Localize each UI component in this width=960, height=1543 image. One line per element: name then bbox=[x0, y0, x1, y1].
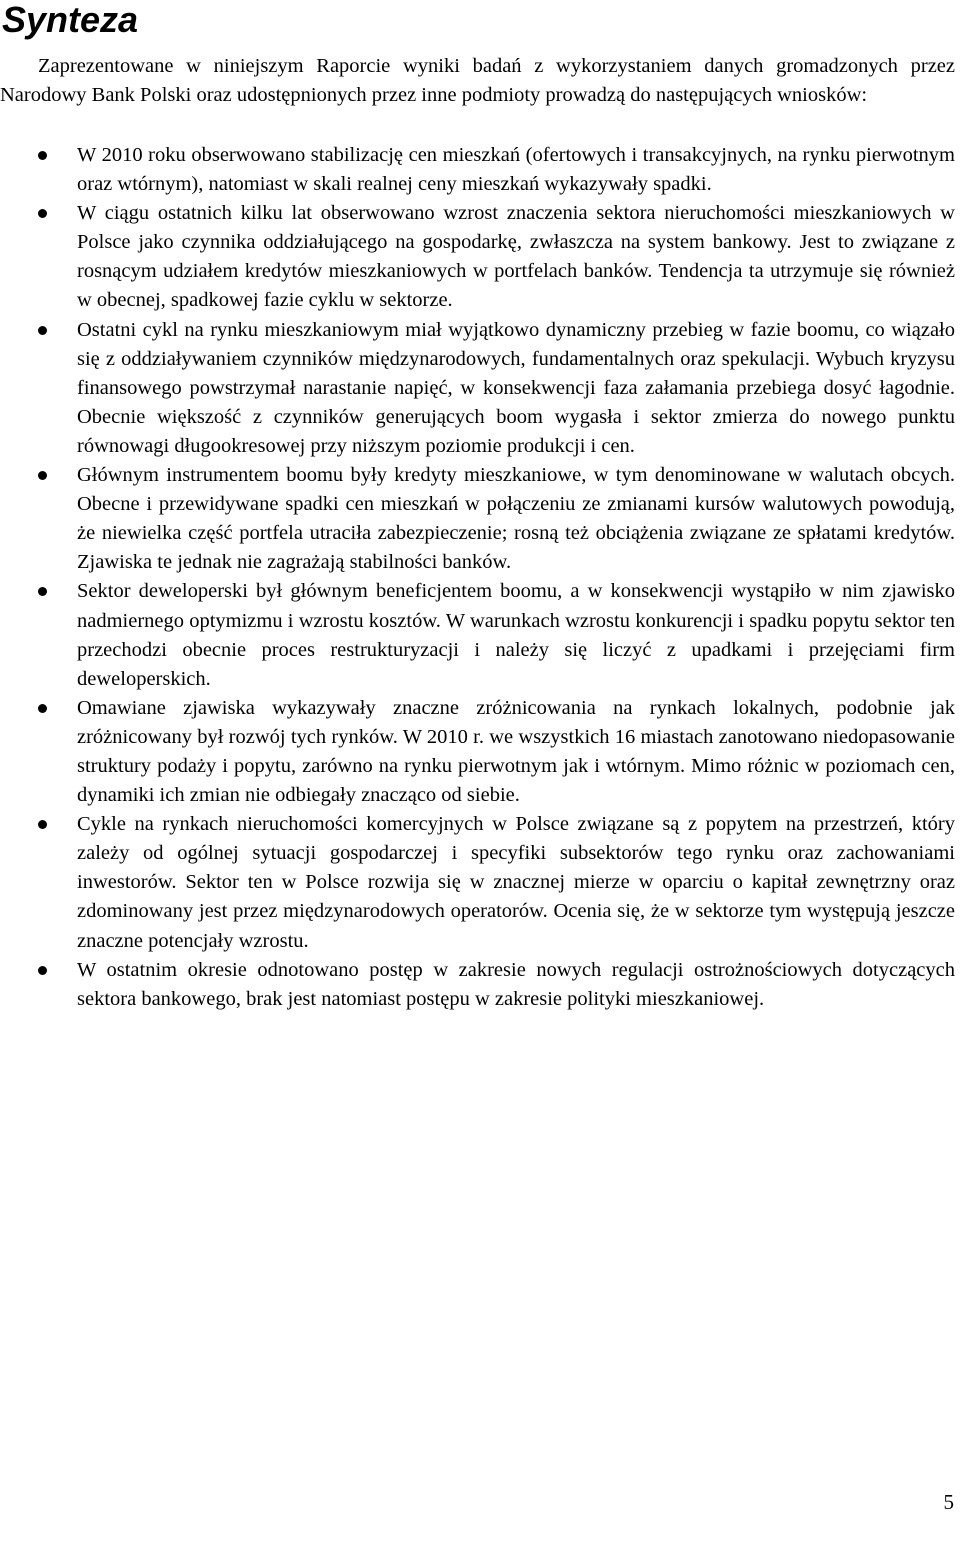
intro-paragraph: Zaprezentowane w niniejszym Raporcie wyniki badań z wykorzystaniem danych gromadzonych przez Narodowy Bank Polski oraz udostępnionych przez inne podmioty prowadzą do następujących wniosków: bbox=[0, 55, 955, 107]
page-title: Synteza bbox=[2, 0, 139, 40]
list-item bbox=[0, 199, 955, 315]
page-number: 5 bbox=[943, 1490, 954, 1514]
list-item bbox=[0, 316, 955, 461]
list-item-text: Cykle na rynkach nieruchomości komercyjnych w Polsce związane są z popytem na przestrzeń, który zależy od ogólnej sytuacji gospodarczej i specyfiki subsektorów tego rynku oraz zachowaniami inwestorów. Sektor ten w Polsce rozwija się w znacznej mierze w oparciu o kapitał zewnętrzny oraz zdominowany jest przez międzynarodowych operatorów. Ocenia się, że w sektorze tym występują jeszcze znaczne potencjały wzrostu. bbox=[77, 813, 955, 952]
list-item bbox=[0, 694, 955, 810]
list-item bbox=[0, 141, 955, 199]
bullet-icon bbox=[38, 587, 47, 596]
list-item bbox=[0, 810, 955, 955]
list-item-text: W ostatnim okresie odnotowano postęp w zakresie nowych regulacji ostrożnościowych dotyczących sektora bankowego, brak jest natomiast postępu w zakresie polityki mieszkaniowej. bbox=[77, 958, 955, 1010]
list-item-text: W 2010 roku obserwowano stabilizację cen mieszkań (ofertowych i transakcyjnych, na rynku pierwotnym oraz wtórnym), natomiast w skali realnej ceny mieszkań wykazywały spadki. bbox=[77, 144, 955, 196]
list-item bbox=[0, 461, 955, 577]
list-item bbox=[0, 956, 955, 1014]
conclusions-list bbox=[0, 141, 955, 1014]
list-item-text: Ostatni cykl na rynku mieszkaniowym miał wyjątkowo dynamiczny przebieg w fazie boomu, co wiązało się z oddziaływaniem czynników międzynarodowych, fundamentalnych oraz spekulacji. Wybuch kryzysu finansowego powstrzymał narastanie napięć, w konsekwencji faza załamania przebiega dosyć łagodnie. Obecnie większość z czynników generujących boom wygasła i sektor zmierza do nowego punktu równowagi długookresowej przy niższym poziomie produkcji i cen. bbox=[77, 318, 955, 457]
list-item-text: W ciągu ostatnich kilku lat obserwowano wzrost znaczenia sektora nieruchomości mieszkaniowych w Polsce jako czynnika oddziałującego na gospodarkę, zwłaszcza na system bankowy. Jest to związane z rosnącym udziałem kredytów mieszkaniowych w portfelach banków. Tendencja ta utrzymuje się również w obecnej, spadkowej fazie cyklu w sektorze. bbox=[77, 202, 955, 312]
bullet-icon bbox=[38, 966, 47, 975]
bullet-icon bbox=[38, 209, 47, 218]
bullet-icon bbox=[38, 151, 47, 160]
bullet-icon bbox=[38, 820, 47, 829]
list-item bbox=[0, 577, 955, 693]
list-item-text: Głównym instrumentem boomu były kredyty mieszkaniowe, w tym denominowane w walutach obcych. Obecne i przewidywane spadki cen mieszkań w połączeniu ze zmianami kursów walutowych powodują, że niewielka część portfela utraciła zabezpieczenie; rosną też obciążenia związane ze spłatami kredytów. Zjawiska te jednak nie zagrażają stabilności banków. bbox=[77, 464, 955, 574]
bullet-icon bbox=[38, 326, 47, 335]
list-item-text: Sektor deweloperski był głównym beneficjentem boomu, a w konsekwencji wystąpiło w nim zjawisko nadmiernego optymizmu i wzrostu kosztów. W warunkach wzrostu konkurencji i spadku popytu sektor ten przechodzi obecnie proces restrukturyzacji i należy się liczyć z upadkami i przejęciami firm deweloperskich. bbox=[77, 580, 955, 690]
bullet-icon bbox=[38, 704, 47, 713]
list-item-text: Omawiane zjawiska wykazywały znaczne zróżnicowania na rynkach lokalnych, podobnie jak zróżnicowany był rozwój tych rynków. W 2010 r. we wszystkich 16 miastach zanotowano niedopasowanie struktury podaży i popytu, zarówno na rynku pierwotnym jak i wtórnym. Mimo różnic w poziomach cen, dynamiki ich zmian nie odbiegały znacząco od siebie. bbox=[77, 696, 955, 807]
bullet-icon bbox=[38, 471, 47, 480]
